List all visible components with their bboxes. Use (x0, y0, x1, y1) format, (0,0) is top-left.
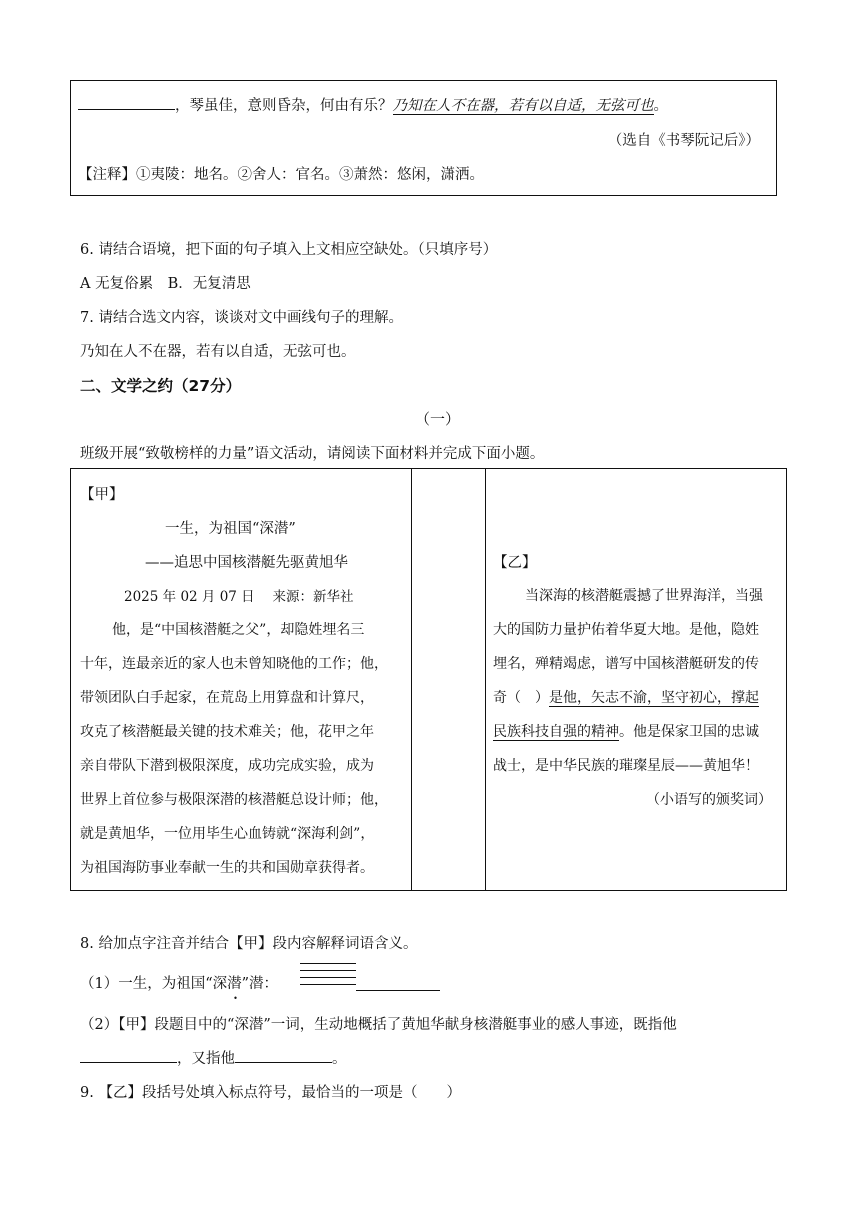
yi-line (493, 721, 759, 741)
table-divider-2 (485, 469, 486, 890)
jia-line: 他，是“中国核潜艇之父”，却隐姓埋名三 (112, 622, 365, 638)
jia-line: 就是黄旭华，一位用毕生心血铸就“深海利剑”， (80, 826, 375, 842)
jia-meta: 2025 年 02 月 07 日 来源：新华社 (124, 589, 354, 605)
underlined-sentence: 乃知在人不在器，若有以自适，无弦可也 (392, 98, 654, 114)
passage-source: （选自《书琴阮记后》） (607, 133, 760, 149)
jia-subtitle: ——追思中国核潜艇先驱黄旭华 (145, 555, 348, 571)
jia-line: 为祖国海防事业奉献一生的共和国勋章获得者。 (80, 860, 374, 876)
pinyin-line (300, 984, 356, 985)
yi-bracket[interactable]: 奇（ ） (493, 690, 549, 706)
yi-text: 。他是保家卫国的忠诚 (619, 724, 759, 740)
yi-line: 埋名，殚精竭虑，谱写中国核潜艇研发的传 (493, 656, 759, 672)
q8-sub1-text: （1）一生，为祖国“深 (80, 976, 228, 992)
dotted-char (227, 976, 242, 1003)
q8-sub2-end: 。 (332, 1051, 347, 1067)
yi-underlined: 是他，矢志不渝，坚守初心，撑起 (549, 690, 759, 706)
question-8-sub-2: （2）【甲】段题目中的“深潜”一词，生动地概括了黄旭华献身核潜艇事业的感人事迹，既指他 (80, 1017, 677, 1033)
dotted-char-text: 潜 (227, 976, 242, 992)
passage-end: 。 (653, 98, 668, 114)
answer-blank[interactable] (356, 976, 440, 991)
section-2-intro: 班级开展“致敬榜样的力量”语文活动，请阅读下面材料并完成下面小题。 (80, 446, 545, 462)
section-2-heading: 二、文学之约（27分） (80, 377, 242, 395)
jia-tag: 【甲】 (80, 487, 124, 503)
q8-sub1-suffix: ”潜： (241, 976, 279, 992)
question-6-options: A 无复俗累 B．无复清思 (80, 276, 251, 292)
yi-line: 大的国防力量护佑着华夏大地。是他，隐姓 (493, 622, 759, 638)
yi-line: 当深海的核潜艇震撼了世界海洋，当强 (525, 588, 763, 604)
table-divider-1 (411, 469, 412, 890)
answer-blank[interactable] (80, 1048, 177, 1063)
jia-line: 世界上首位参与极限深潜的核潜艇总设计师；他， (80, 792, 388, 808)
passage-note: 【注释】①夷陵：地名。②舍人：官名。③萧然：悠闲，潇洒。 (78, 167, 484, 183)
pinyin-line (300, 977, 356, 978)
yi-tag: 【乙】 (493, 555, 537, 571)
question-9: 9. 【乙】段括号处填入标点符号，最恰当的一项是（ ） (80, 1085, 461, 1101)
pinyin-line (300, 970, 356, 971)
emphasis-dot: • (233, 994, 238, 1003)
yi-underlined: 民族科技自强的精神 (493, 724, 619, 740)
jia-line: 亲自带队下潜到极限深度，成功完成实验，成为 (80, 758, 374, 774)
passage-line-1 (78, 94, 668, 115)
jia-title: 一生，为祖国“深潜” (165, 521, 296, 537)
yi-source: （小语写的颁奖词） (646, 792, 772, 808)
answer-blank[interactable] (235, 1048, 332, 1063)
yi-line: 战士，是中华民族的璀璨星辰——黄旭华！ (493, 758, 759, 774)
passage-text: ，琴虽佳，意则昏杂，何由有乐？ (175, 98, 393, 114)
yi-line (493, 687, 759, 707)
q8-sub2-mid: ，又指他 (177, 1051, 235, 1067)
jia-line: 攻克了核潜艇最关键的技术难关；他，花甲之年 (80, 724, 374, 740)
question-8-sub-2-line2 (80, 1047, 347, 1068)
answer-blank[interactable] (78, 95, 175, 110)
jia-line: 十年，连最亲近的家人也未曾知晓他的工作；他， (80, 656, 388, 672)
question-8-sub-1 (80, 972, 279, 1003)
jia-line: 带领团队白手起家，在荒岛上用算盘和计算尺， (80, 690, 374, 706)
pinyin-line (300, 963, 356, 964)
question-6: 6. 请结合语境，把下面的句子填入上文相应空缺处。（只填序号） (80, 242, 498, 258)
question-7-quote: 乃知在人不在器，若有以自适，无弦可也。 (80, 344, 356, 360)
question-7: 7. 请结合选文内容，谈谈对文中画线句子的理解。 (80, 310, 403, 326)
question-8: 8. 给加点字注音并结合【甲】段内容解释词语含义。 (80, 936, 418, 952)
section-2-sub: （一） (415, 410, 461, 428)
